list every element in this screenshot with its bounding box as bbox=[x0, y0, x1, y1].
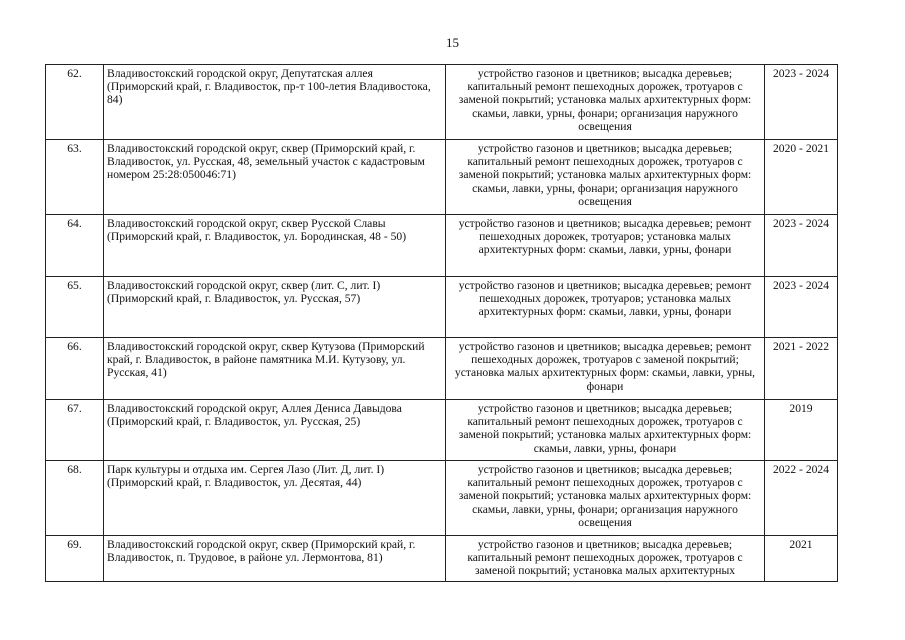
row-number: 62. bbox=[46, 65, 104, 140]
works-description: устройство газонов и цветников; высадка деревьев; капитальный ремонт пешеходных дорожек, тротуаров с заменой покрытий; установка малых архитектурных форм: скамьи, лавки, урны, фонари; организация наружного освещения bbox=[446, 140, 765, 215]
table-row bbox=[46, 277, 838, 338]
works-description: устройство газонов и цветников; высадка деревьев; капитальный ремонт пешеходных дорожек, тротуаров с заменой покрытий; установка малых архитектурных форм: скамьи, лавки, урны, фонари bbox=[446, 400, 765, 461]
implementation-years: 2020 - 2021 bbox=[765, 140, 838, 215]
table-row bbox=[46, 140, 838, 215]
row-number: 68. bbox=[46, 461, 104, 536]
table-row bbox=[46, 400, 838, 461]
row-number: 65. bbox=[46, 277, 104, 338]
object-description: Владивостокский городской округ, Аллея Дениса Давыдова (Приморский край, г. Владивосток, ул. Русская, 25) bbox=[104, 400, 446, 461]
implementation-years: 2021 - 2022 bbox=[765, 338, 838, 400]
table-row bbox=[46, 536, 838, 582]
row-number: 66. bbox=[46, 338, 104, 400]
object-description: Владивостокский городской округ, сквер Кутузова (Приморский край, г. Владивосток, в районе памятника М.И. Кутузову, ул. Русская, 41) bbox=[104, 338, 446, 400]
row-number: 63. bbox=[46, 140, 104, 215]
object-description: Владивостокский городской округ, Депутатская аллея (Приморский край, г. Владивосток, пр-т 100-летия Владивостока, 84) bbox=[104, 65, 446, 140]
works-description: устройство газонов и цветников; высадка деревьев; ремонт пешеходных дорожек, тротуаров; установка малых архитектурных форм: скамьи, лавки, урны, фонари bbox=[446, 215, 765, 277]
row-number: 64. bbox=[46, 215, 104, 277]
row-number: 69. bbox=[46, 536, 104, 582]
works-description: устройство газонов и цветников; высадка деревьев; капитальный ремонт пешеходных дорожек, тротуаров с заменой покрытий; установка малых архитектурных bbox=[446, 536, 765, 582]
row-number: 67. bbox=[46, 400, 104, 461]
page-number: 15 bbox=[446, 35, 459, 50]
object-description: Владивостокский городской округ, сквер (лит. С, лит. I) (Приморский край, г. Владивосток, ул. Русская, 57) bbox=[104, 277, 446, 338]
table-row bbox=[46, 461, 838, 536]
implementation-years: 2023 - 2024 bbox=[765, 215, 838, 277]
object-description: Владивостокский городской округ, сквер Русской Славы (Приморский край, г. Владивосток, ул. Бородинская, 48 - 50) bbox=[104, 215, 446, 277]
object-description: Владивостокский городской округ, сквер (Приморский край, г. Владивосток, п. Трудовое, в районе ул. Лермонтова, 81) bbox=[104, 536, 446, 582]
improvement-objects-table bbox=[45, 64, 838, 582]
implementation-years: 2023 - 2024 bbox=[765, 65, 838, 140]
object-description: Владивостокский городской округ, сквер (Приморский край, г. Владивосток, ул. Русская, 48, земельный участок с кадастровым номером 25:28:050046:71) bbox=[104, 140, 446, 215]
implementation-years: 2023 - 2024 bbox=[765, 277, 838, 338]
table-row bbox=[46, 338, 838, 400]
works-description: устройство газонов и цветников; высадка деревьев; ремонт пешеходных дорожек, тротуаров с заменой покрытий; установка малых архитектурных форм: скамьи, лавки, урны, фонари bbox=[446, 338, 765, 400]
object-description: Парк культуры и отдыха им. Сергея Лазо (Лит. Д, лит. I) (Приморский край, г. Владивосток, ул. Десятая, 44) bbox=[104, 461, 446, 536]
works-description: устройство газонов и цветников; высадка деревьев; капитальный ремонт пешеходных дорожек, тротуаров с заменой покрытий; установка малых архитектурных форм: скамьи, лавки, урны, фонари; организация наружного освещения bbox=[446, 65, 765, 140]
works-description: устройство газонов и цветников; высадка деревьев; капитальный ремонт пешеходных дорожек, тротуаров с заменой покрытий; установка малых архитектурных форм: скамьи, лавки, урны, фонари; организация наружного освещения bbox=[446, 461, 765, 536]
implementation-years: 2021 bbox=[765, 536, 838, 582]
implementation-years: 2022 - 2024 bbox=[765, 461, 838, 536]
table-row bbox=[46, 65, 838, 140]
table-row bbox=[46, 215, 838, 277]
implementation-years: 2019 bbox=[765, 400, 838, 461]
works-description: устройство газонов и цветников; высадка деревьев; ремонт пешеходных дорожек, тротуаров; установка малых архитектурных форм: скамьи, лавки, урны, фонари bbox=[446, 277, 765, 338]
